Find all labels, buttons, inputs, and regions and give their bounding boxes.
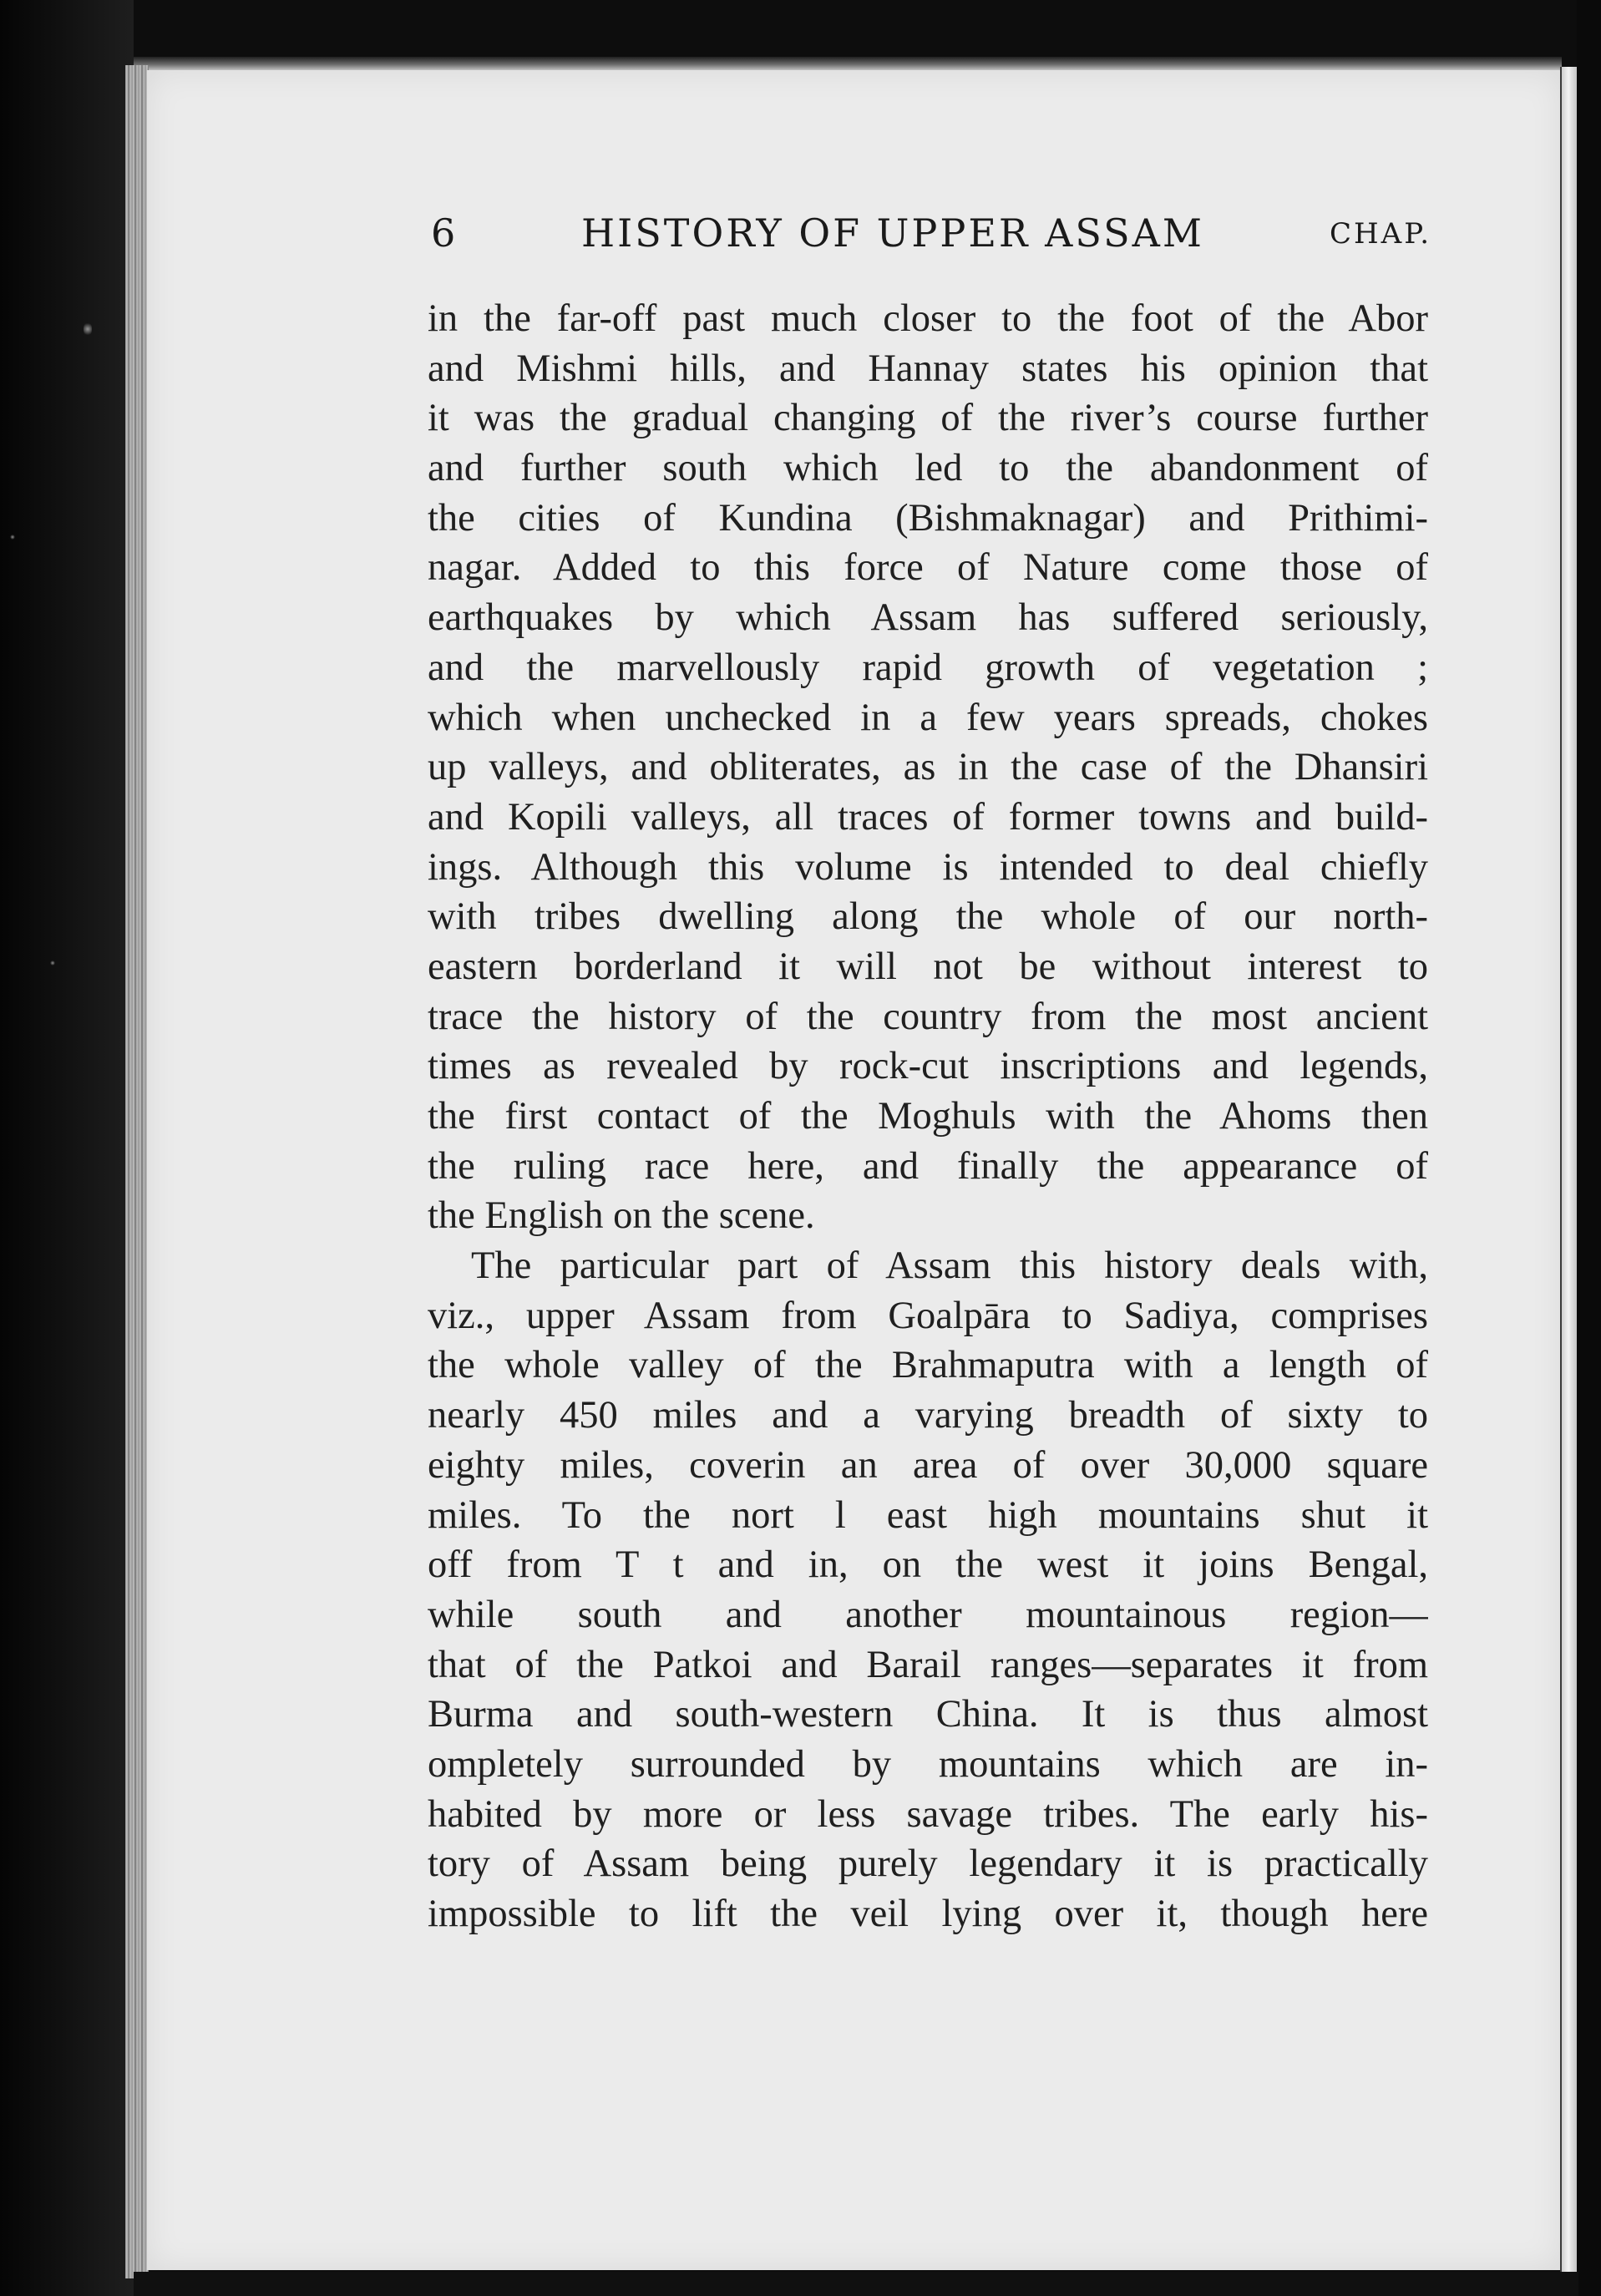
text-line: trace the history of the country from the most ancient — [428, 995, 1428, 1038]
text-line: tory of Assam being purely legendary it is practically — [428, 1842, 1428, 1886]
text-line: impossible to lift the veil lying over it, though here — [428, 1893, 1428, 1935]
text-line: the English on the scene. — [428, 1194, 815, 1238]
text-line: that of the Patkoi and Barail ranges—separates it from — [428, 1643, 1428, 1686]
scan-speck — [84, 322, 92, 337]
text-line: the ruling race here, and finally the appearance of — [428, 1144, 1428, 1188]
text-line: which when unchecked in a few years spreads, chokes — [428, 696, 1428, 739]
scan-left-margin — [0, 0, 134, 2296]
text-line: Burma and south-western China. It is thus almost — [428, 1693, 1428, 1736]
text-line: earthquakes by which Assam has suffered seriously, — [428, 596, 1428, 640]
text-line: off from T t and in, on the west it joins Bengal, — [428, 1543, 1428, 1587]
text-line: nearly 450 miles and a varying breadth of sixty to — [428, 1394, 1428, 1437]
text-line: and the marvellously rapid growth of vegetation ; — [428, 646, 1428, 689]
text-line: while south and another mountainous region— — [428, 1593, 1428, 1636]
text-line: miles. To the nort l east high mountains shut it — [428, 1493, 1428, 1537]
book-spine-edge — [125, 65, 149, 2278]
text-line: ompletely surrounded by mountains which are in- — [428, 1742, 1428, 1786]
body-text — [428, 294, 1428, 1939]
text-line: times as revealed by rock-cut inscriptions and legends, — [428, 1045, 1428, 1088]
text-line: it was the gradual changing of the river’s course further — [428, 397, 1428, 440]
text-line: and Kopili valleys, all traces of former towns and build- — [428, 795, 1428, 839]
text-line: the cities of Kundina (Bishmaknagar) and Prithimi- — [428, 496, 1428, 540]
text-line: the whole valley of the Brahmaputra with a length of — [428, 1344, 1428, 1387]
scan-speck — [50, 960, 55, 966]
text-line: with tribes dwelling along the whole of our north- — [428, 895, 1428, 939]
page-right-edge — [1560, 67, 1578, 2280]
scan-bottom-margin — [134, 2272, 1578, 2296]
text-line: ings. Although this volume is intended to deal chiefly — [428, 845, 1428, 889]
text-line: in the far-off past much closer to the foot of the Abor — [428, 297, 1428, 340]
running-head — [431, 210, 1431, 261]
text-line: viz., upper Assam from Goalpāra to Sadiya, comprises — [428, 1294, 1428, 1337]
text-line: eighty miles, coverin an area of over 30,000 square — [428, 1443, 1428, 1487]
page-number: 6 — [431, 210, 456, 256]
chapter-label: CHAP. — [1329, 217, 1431, 251]
text-line: habited by more or less savage tribes. The early his- — [428, 1792, 1428, 1836]
text-line: eastern borderland it will not be without interest to — [428, 945, 1428, 988]
scan-right-margin — [1577, 0, 1601, 2296]
text-line: up valleys, and obliterates, as in the case of the Dhansiri — [428, 746, 1428, 789]
text-line: the first contact of the Moghuls with the Ahoms then — [428, 1095, 1428, 1138]
text-line: nagar. Added to this force of Nature come those of — [428, 546, 1428, 590]
text-line: and further south which led to the abandonment of — [428, 447, 1428, 490]
text-line: and Mishmi hills, and Hannay states his opinion that — [428, 347, 1428, 390]
scan-speck — [10, 535, 15, 540]
text-line: The particular part of Assam this history deals with, — [471, 1244, 1428, 1288]
running-title: HISTORY OF UPPER ASSAM — [581, 210, 1204, 256]
